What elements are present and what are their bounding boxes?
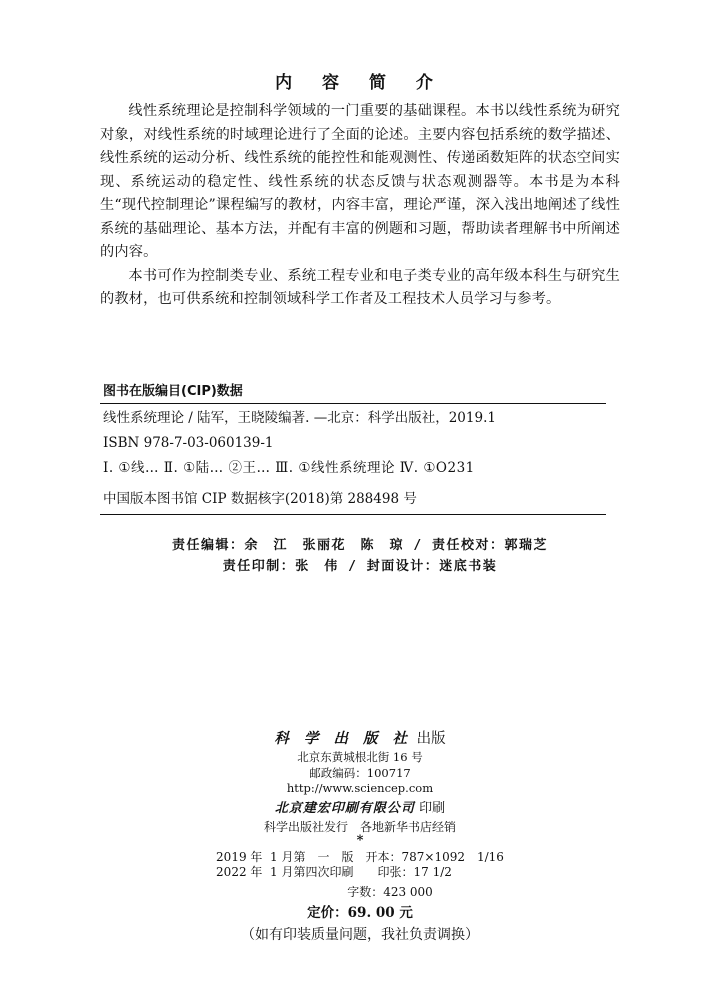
printer-name: 北京建宏印刷有限公司 (274, 800, 415, 816)
editors-line-2: 责任印制：张 伟 / 封面设计：迷底书装 (222, 559, 498, 574)
edition-line-1: 2019 年 1 月第 一 版 开本：787×1092 1/16 (216, 849, 504, 864)
cip-record-line: 中国版本图书馆 CIP 数据核字(2018)第 288498 号 (103, 491, 417, 507)
cip-title-line: 线性系统理论 / 陆军，王晓陵编著. —北京：科学出版社，2019.1 (103, 410, 496, 426)
cip-isbn-line: ISBN 978-7-03-060139-1 (103, 435, 274, 451)
publisher-name-suffix: 出版 (416, 731, 446, 747)
page-title: 内 容 简 介 (275, 73, 445, 93)
separator-star: * (356, 832, 364, 848)
editors-line-1: 责任编辑：余 江 张丽花 陈 琼 / 责任校对：郭瑞芝 (172, 538, 548, 553)
quality-notice: （如有印装质量问题，我社负责调换） (241, 927, 479, 943)
publisher-block (0, 728, 720, 946)
cip-classification-line: Ⅰ. ①线… Ⅱ. ①陆… ②王… Ⅲ. ①线性系统理论 Ⅳ. ①O231 (103, 460, 475, 476)
word-count: 字数：423 000 (347, 885, 433, 899)
publisher-name: 科 学 出 版 社 (274, 730, 413, 747)
distribution-line: 科学出版社发行 各地新华书店经销 (263, 819, 456, 834)
abstract-paragraph-1: 线性系统理论是控制科学领域的一门重要的基础课程。本书以线性系统为研究对象，对线性系统的时域理论进行了全面的论述。主要内容包括系统的数学描述、线性系统的运动分析、线性系统的能控性和能观测性、传递函数矩阵的状态空间实现、系统运动的稳定性、线性系统的状态反馈与状态观测器等。本书是为本科生“现代控制理论”课程编写的教材，内容丰富，理论严谨，深入浅出地阐述了线性系统的基础理论、基本方法，并配有丰富的例题和习题，帮助读者理解书中所阐述的内容。 (100, 103, 620, 260)
abstract-section (100, 100, 620, 312)
cip-data-box (100, 403, 606, 515)
responsible-editors (0, 535, 720, 577)
edition-info (216, 850, 504, 880)
publisher-url: http://www.sciencep.com (286, 781, 434, 795)
abstract-paragraph-2: 本书可作为控制类专业、系统工程专业和电子类专业的高年级本科生与研究生的教材，也可供系统和控制领域科学工作者及工程技术人员学习与参考。 (100, 267, 620, 307)
cip-heading: 图书在版编目(CIP)数据 (103, 384, 243, 399)
publisher-postcode: 邮政编码：100717 (309, 765, 411, 780)
printer-suffix: 印刷 (419, 800, 446, 816)
printer-line (0, 799, 720, 819)
price: 定价：69. 00 元 (307, 905, 413, 921)
publisher-name-line (0, 728, 720, 750)
publisher-address: 北京东黄城根北街 16 号 (297, 750, 423, 764)
edition-line-2: 2022 年 1 月第四次印刷 印张：17 1/2 (216, 864, 452, 879)
